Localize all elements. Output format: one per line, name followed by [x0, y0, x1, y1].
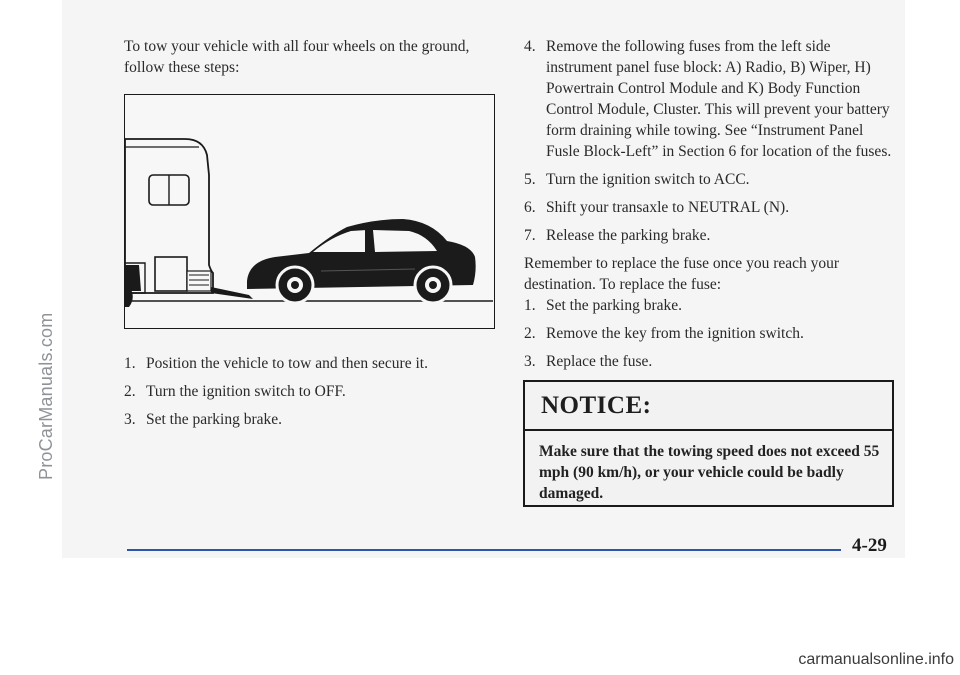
notice-box — [523, 380, 894, 507]
list-item: 4. Remove the following fuses from the left side instrument panel fuse block: A) Radio, B) Wiper, H) Powertrain Control Module and K) Body Function Control Module, Cluster. This will prevent your battery form draining while towing. See “Instrument Panel Fusle Block-Left” in Section 6 for location of the fuses. — [524, 38, 892, 160]
towing-illustration — [124, 94, 495, 329]
remember-text: Remember to replace the fuse once you reach your destination. To replace the fuse: — [524, 255, 840, 293]
list-item: 2. Turn the ignition switch to OFF. — [124, 383, 346, 400]
list-item: 1. Position the vehicle to tow and then secure it. — [124, 355, 428, 372]
list-item: 2. Remove the key from the ignition switch. — [524, 325, 804, 342]
footer-rule — [127, 549, 841, 551]
bottom-watermark: carmanualsonline.info — [798, 651, 954, 668]
page-number: 4-29 — [852, 535, 887, 556]
right-column — [524, 36, 896, 379]
list-item: 3. Set the parking brake. — [124, 411, 283, 428]
intro-text: To tow your vehicle with all four wheels on the ground, follow these steps: — [124, 38, 470, 76]
motorhome-towing-car-icon — [125, 95, 493, 327]
list-item: 5. Turn the ignition switch to ACC. — [524, 171, 750, 188]
notice-heading: NOTICE: — [525, 382, 892, 431]
right-step-list-b — [524, 295, 896, 372]
right-step-list-a — [524, 36, 896, 246]
list-item: 3. Replace the fuse. — [524, 353, 653, 370]
list-item: 1. Set the parking brake. — [524, 297, 683, 314]
list-item: 6. Shift your transaxle to NEUTRAL (N). — [524, 199, 790, 216]
left-column — [124, 36, 504, 78]
left-step-list — [124, 353, 504, 437]
side-watermark: ProCarManuals.com — [36, 312, 56, 480]
notice-body: Make sure that the towing speed does not exceed 55 mph (90 km/h), or your vehicle could be badly damaged. — [539, 443, 880, 502]
list-item: 7. Release the parking brake. — [524, 227, 711, 244]
